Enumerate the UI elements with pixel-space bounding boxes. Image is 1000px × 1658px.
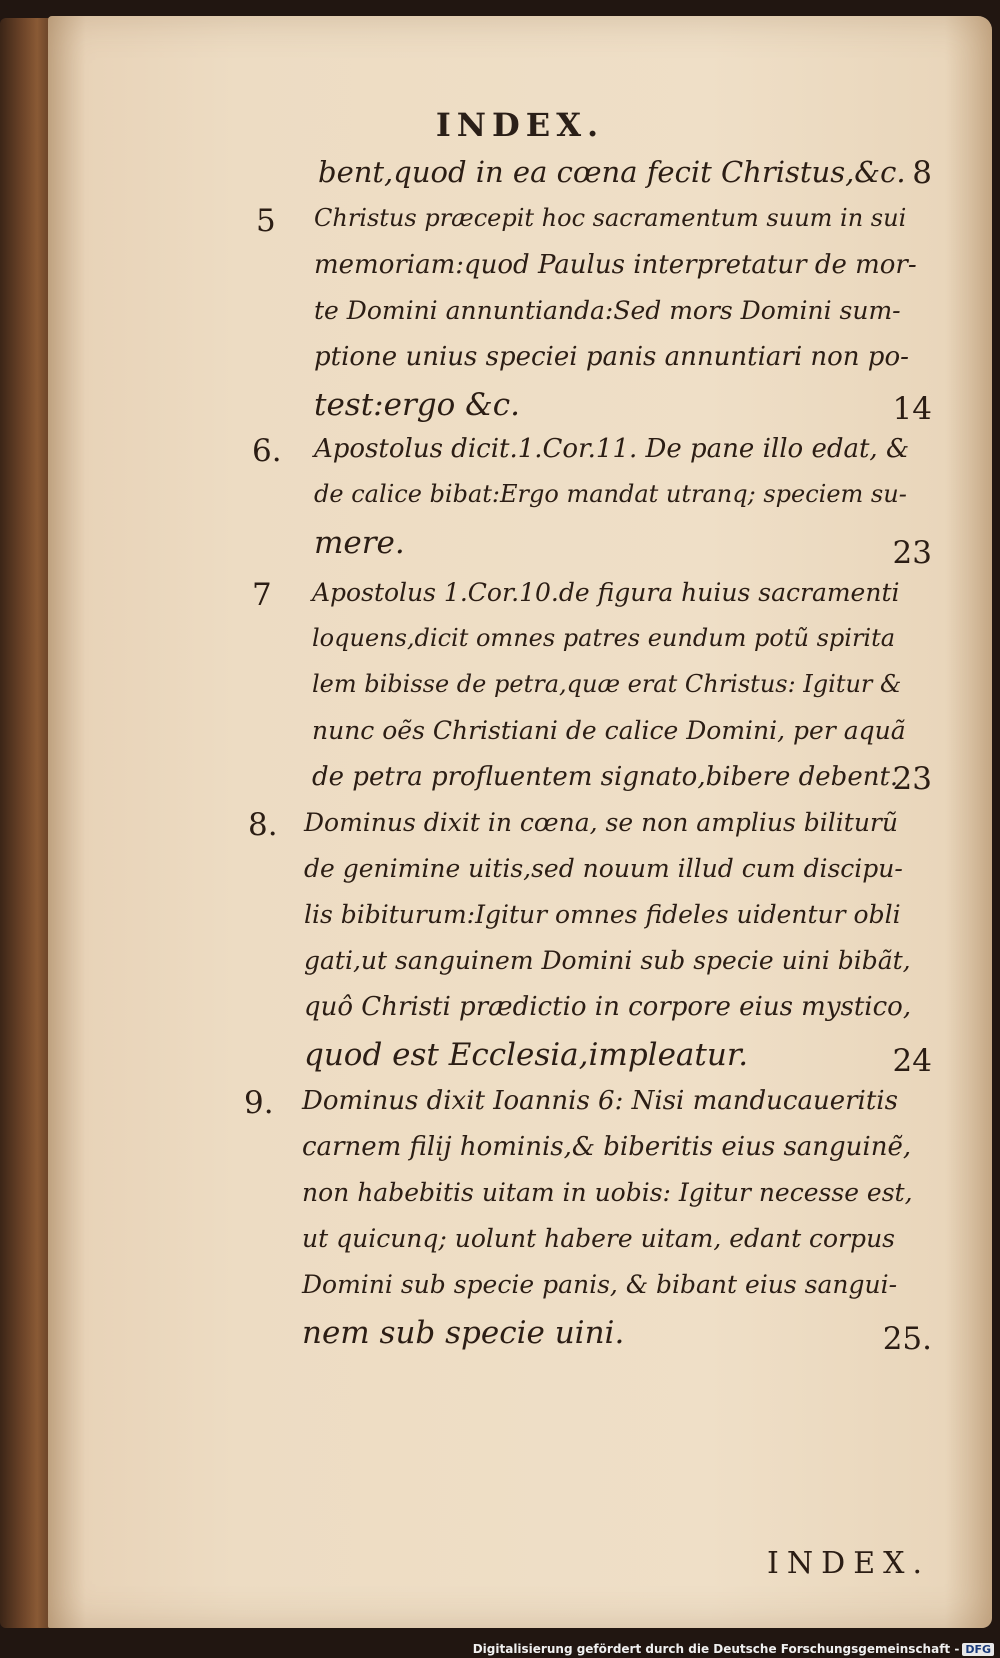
entry-line: te Domini annuntianda:Sed mors Domini sum- [314,296,901,325]
page-reference: 25. [882,1321,932,1357]
entry-line: Apostolus 1.Cor.10.de figura huius sacramenti [312,578,900,607]
page-reference: 14 [892,391,932,427]
entry-line: Domini sub specie panis, & bibant eius sangui- [302,1270,898,1299]
entry-number: 8. [248,807,278,843]
entry-number: 9. [244,1085,274,1121]
entry-line: nem sub specie uini. [302,1315,625,1351]
entry-line: carnem filij hominis,& biberitis eius sanguinẽ, [302,1132,912,1162]
entry-number: 6. [252,433,282,469]
entry-line: de calice bibat:Ergo mandat utranq; speciem su- [314,480,907,508]
entry-number: 5 [256,203,276,239]
entry-line: test:ergo &c. [314,387,520,423]
catchword: INDEX. [767,1546,930,1581]
entry-line: nunc oẽs Christiani de calice Domini, per aquã [312,716,906,745]
entry-line: lem bibisse de petra,quæ erat Christus: Igitur & [312,670,902,698]
entry-line: quô Christi prædictio in corpore eius mystico, [304,992,912,1022]
entry-line: lis bibiturum:Igitur omnes fideles uidentur obli [304,900,901,929]
entry-line: Christus præcepit hoc sacramentum suum in sui [314,204,907,232]
page-reference: 23 [892,535,932,571]
entry-line: ut quicunq; uolunt habere uitam, edant corpus [302,1224,895,1253]
page-reference: 23 [892,761,932,797]
entry-line: bent,quod in ea cœna fecit Christus,&c. [318,155,906,189]
entry-line: quod est Ecclesia,impleatur. [304,1037,749,1073]
entry-line: Dominus dixit in cœna, se non amplius biliturũ [304,808,898,837]
entry-line: ptione unius speciei panis annuntiari non po- [314,342,909,372]
entry-number: 7 [252,577,272,613]
book-page [48,16,992,1628]
entry-line: memoriam:quod Paulus interpretatur de mor- [314,250,917,280]
dfg-logo: DFG [962,1643,994,1656]
credit-text: Digitalisierung gefördert durch die Deutsche Forschungsgemeinschaft - [472,1642,960,1656]
entry-line: loquens,dicit omnes patres eundum potũ spirita [312,624,896,652]
entry-line: de genimine uitis,sed nouum illud cum discipu- [304,854,903,883]
entry-line: gati,ut sanguinem Domini sub specie uini bibãt, [304,946,911,975]
entry-line: Dominus dixit Ioannis 6: Nisi manducaueritis [302,1086,898,1116]
entry-line: mere. [314,525,405,561]
entry-line: non habebitis uitam in uobis: Igitur necesse est, [302,1178,913,1207]
digitization-credit [473,1642,994,1656]
page-reference: 24 [892,1043,932,1079]
page-reference: 8 [912,155,932,191]
running-header: INDEX. [435,106,605,144]
entry-line: Apostolus dicit.1.Cor.11. De pane illo edat, & [314,434,910,464]
entry-line: de petra profluentem signato,bibere debent. [312,762,899,792]
